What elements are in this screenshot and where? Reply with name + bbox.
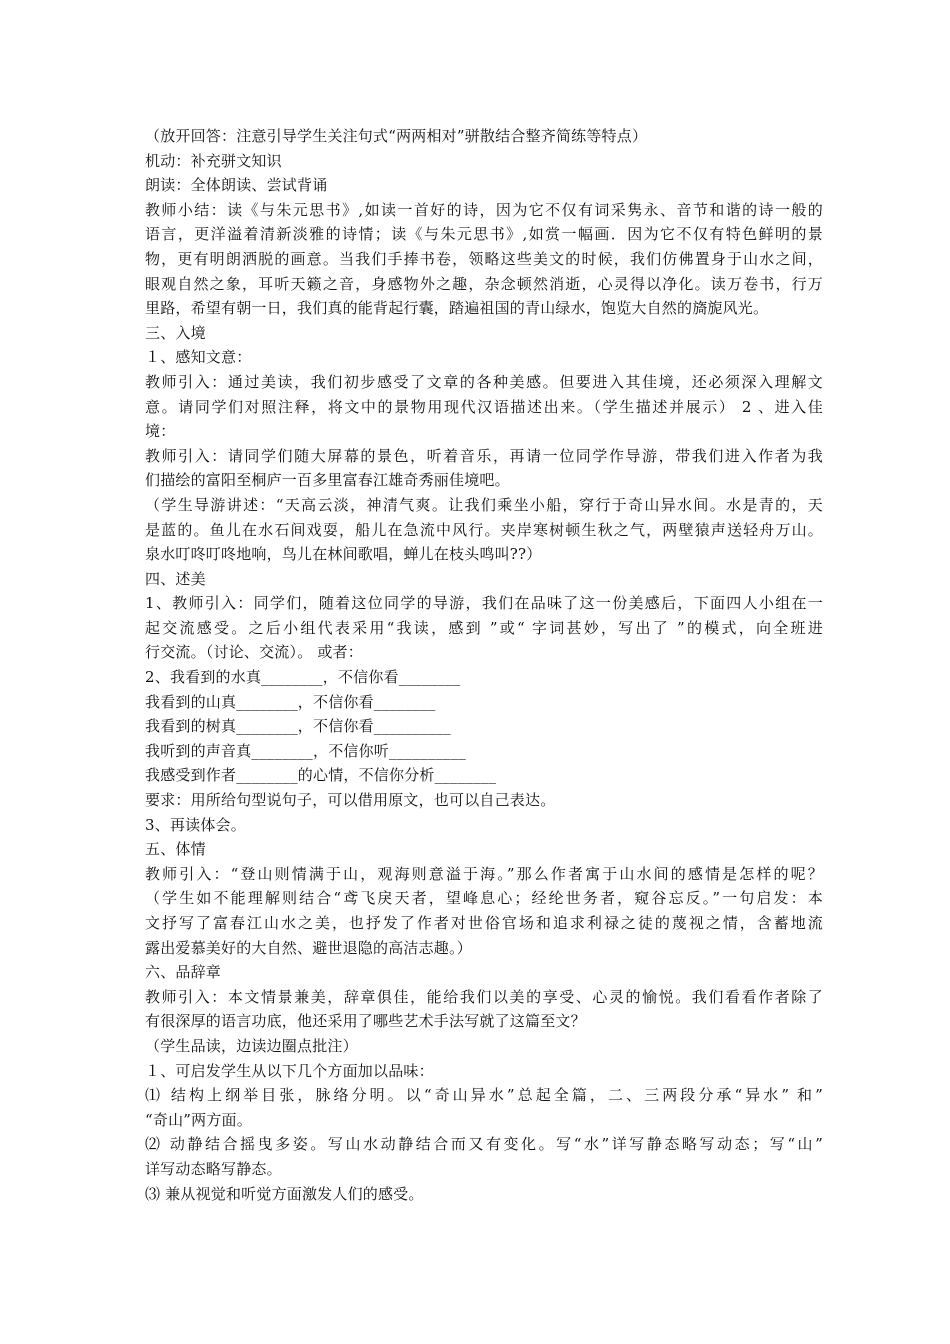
text-line-6: 物，更有明朗洒脱的画意。当我们手捧书卷，领略这些美文的时候，我们仿佛置身于山水之间， [145,249,823,268]
text-line-17: 是蓝的。鱼儿在水石间戏耍，船儿在急流中风行。夹岸寒树顿生秋之气，两壁猿声送轻舟万山。 [145,520,823,539]
text-line-22: 行交流。（讨论、交流）。 或者： [145,643,363,662]
text-line-21: 起交流感受。之后小组代表采用“我读，感到 ”或“ 字词甚妙，写出了 ”的模式，向全班进 [145,618,823,637]
text-line-25: 我看到的树真________，不信你看__________ [145,717,451,736]
text-line-33: 文抒写了富春江山水之美，也抒发了作者对世俗官场和追求利禄之徒的蔑视之情，含蓄地流 [145,914,823,932]
text-line-4: 教师小结：读《与朱元思书》,如读一首好的诗，因为它不仅有词采隽永、音节和谐的诗一般的 [145,200,823,219]
text-line-38: （学生品读，边读边圈点批注） [145,1036,358,1055]
text-line-19: 四、述美 [145,569,206,588]
text-line-35: 六、品辞章 [145,963,222,982]
text-line-37: 有很深厚的语言功底，他还采用了哪些艺术手法写就了这篇至文？ [145,1012,586,1031]
text-line-18: 泉水叮咚叮咚地响，鸟儿在林间歌唱，蝉儿在枝头鸣叫??） [145,545,542,564]
text-line-9: 三、入境 [145,323,206,342]
text-line-34: 露出爱慕美好的大自然、避世退隐的高洁志趣。） [145,938,472,957]
text-line-40: ⑴ 结构上纲举目张，脉络分明。以“奇山异水”总起全篇，二、三两段分承“异水” 和” [145,1086,823,1105]
text-line-13: 境： [145,422,176,441]
text-line-20: 1、教师引入：同学们，随着这位同学的导游，我们在品味了这一份美感后，下面四人小组在一 [145,594,823,613]
text-line-2: 机动：补充骈文知识 [145,151,282,170]
text-line-10: １、感知文意： [145,348,252,367]
text-line-23: 2、我看到的水真________，不信你看________ [145,668,461,687]
text-line-24: 我看到的山真________，不信你看________ [145,692,436,711]
text-line-26: 我听到的声音真________，不信你听__________ [145,741,467,760]
text-line-42: ⑵ 动静结合摇曳多姿。写山水动静结合而又有变化。写“水”详写静态略写动态；写“山” [145,1135,823,1154]
text-line-43: 详写动态略写静态。 [145,1159,282,1178]
text-line-5: 语言，更洋溢着清新淡雅的诗情；读《与朱元思书》,如赏一幅画．因为它不仅有特色鲜明的景 [145,225,823,244]
text-line-32: （学生如不能理解则结合“鸢飞戾天者，望峰息心；经纶世务者，窥谷忘反。”一句启发：本 [145,889,823,908]
text-line-28: 要求：用所给句型说句子，可以借用原文，也可以自己表达。 [145,791,556,810]
text-line-11: 教师引入：通过美读，我们初步感受了文章的各种美感。但要进入其佳境，还必须深入理解文 [145,372,823,391]
text-line-31: 教师引入：“登山则情满于山，观海则意溢于海。”那么作者寓于山水间的感情是怎样的呢？ [145,864,823,883]
text-line-29: 3、再读体会。 [145,815,246,834]
text-line-16: （学生导游讲述：“天高云淡，神清气爽。让我们乘坐小船，穿行于奇山异水间。水是青的，天 [145,495,823,514]
text-line-39: １、可启发学生从以下几个方面加以品味： [145,1061,434,1080]
text-line-36: 教师引入：本文情景兼美，辞章俱佳，能给我们以美的享受、心灵的愉悦。我们看看作者除了 [145,987,823,1006]
text-line-1: （放开回答：注意引导学生关注句式“两两相对”骈散结合整齐简练等特点） [145,127,648,145]
text-line-15: 们描绘的富阳至桐庐一百多里富春江雄奇秀丽佳境吧。 [145,471,510,490]
text-line-14: 教师引入：请同学们随大屏幕的景色，听着音乐，再请一位同学作导游，带我们进入作者为我 [145,446,823,465]
text-line-12: 意。请同学们对照注释，将文中的景物用现代汉语描述出来。（学生描述并展示） 2 、进入佳 [145,397,823,416]
text-line-3: 朗读：全体朗读、尝试背诵 [145,176,328,195]
text-line-7: 眼观自然之象，耳听天籁之音，身感物外之趣，杂念顿然消逝，心灵得以净化。读万卷书，行万 [145,274,823,293]
text-line-30: 五、体情 [145,840,206,859]
text-line-27: 我感受到作者________的心情，不信你分析________ [145,766,497,785]
document-body [145,124,823,1206]
text-line-41: “奇山”两方面。 [145,1110,252,1129]
text-line-44: ⑶ 兼从视觉和听觉方面激发人们的感受。 [145,1184,424,1203]
text-line-8: 里路，希望有朝一日，我们真的能背起行囊，踏遍祖国的青山绿水，饱览大自然的旖旎风光。 [145,299,769,318]
